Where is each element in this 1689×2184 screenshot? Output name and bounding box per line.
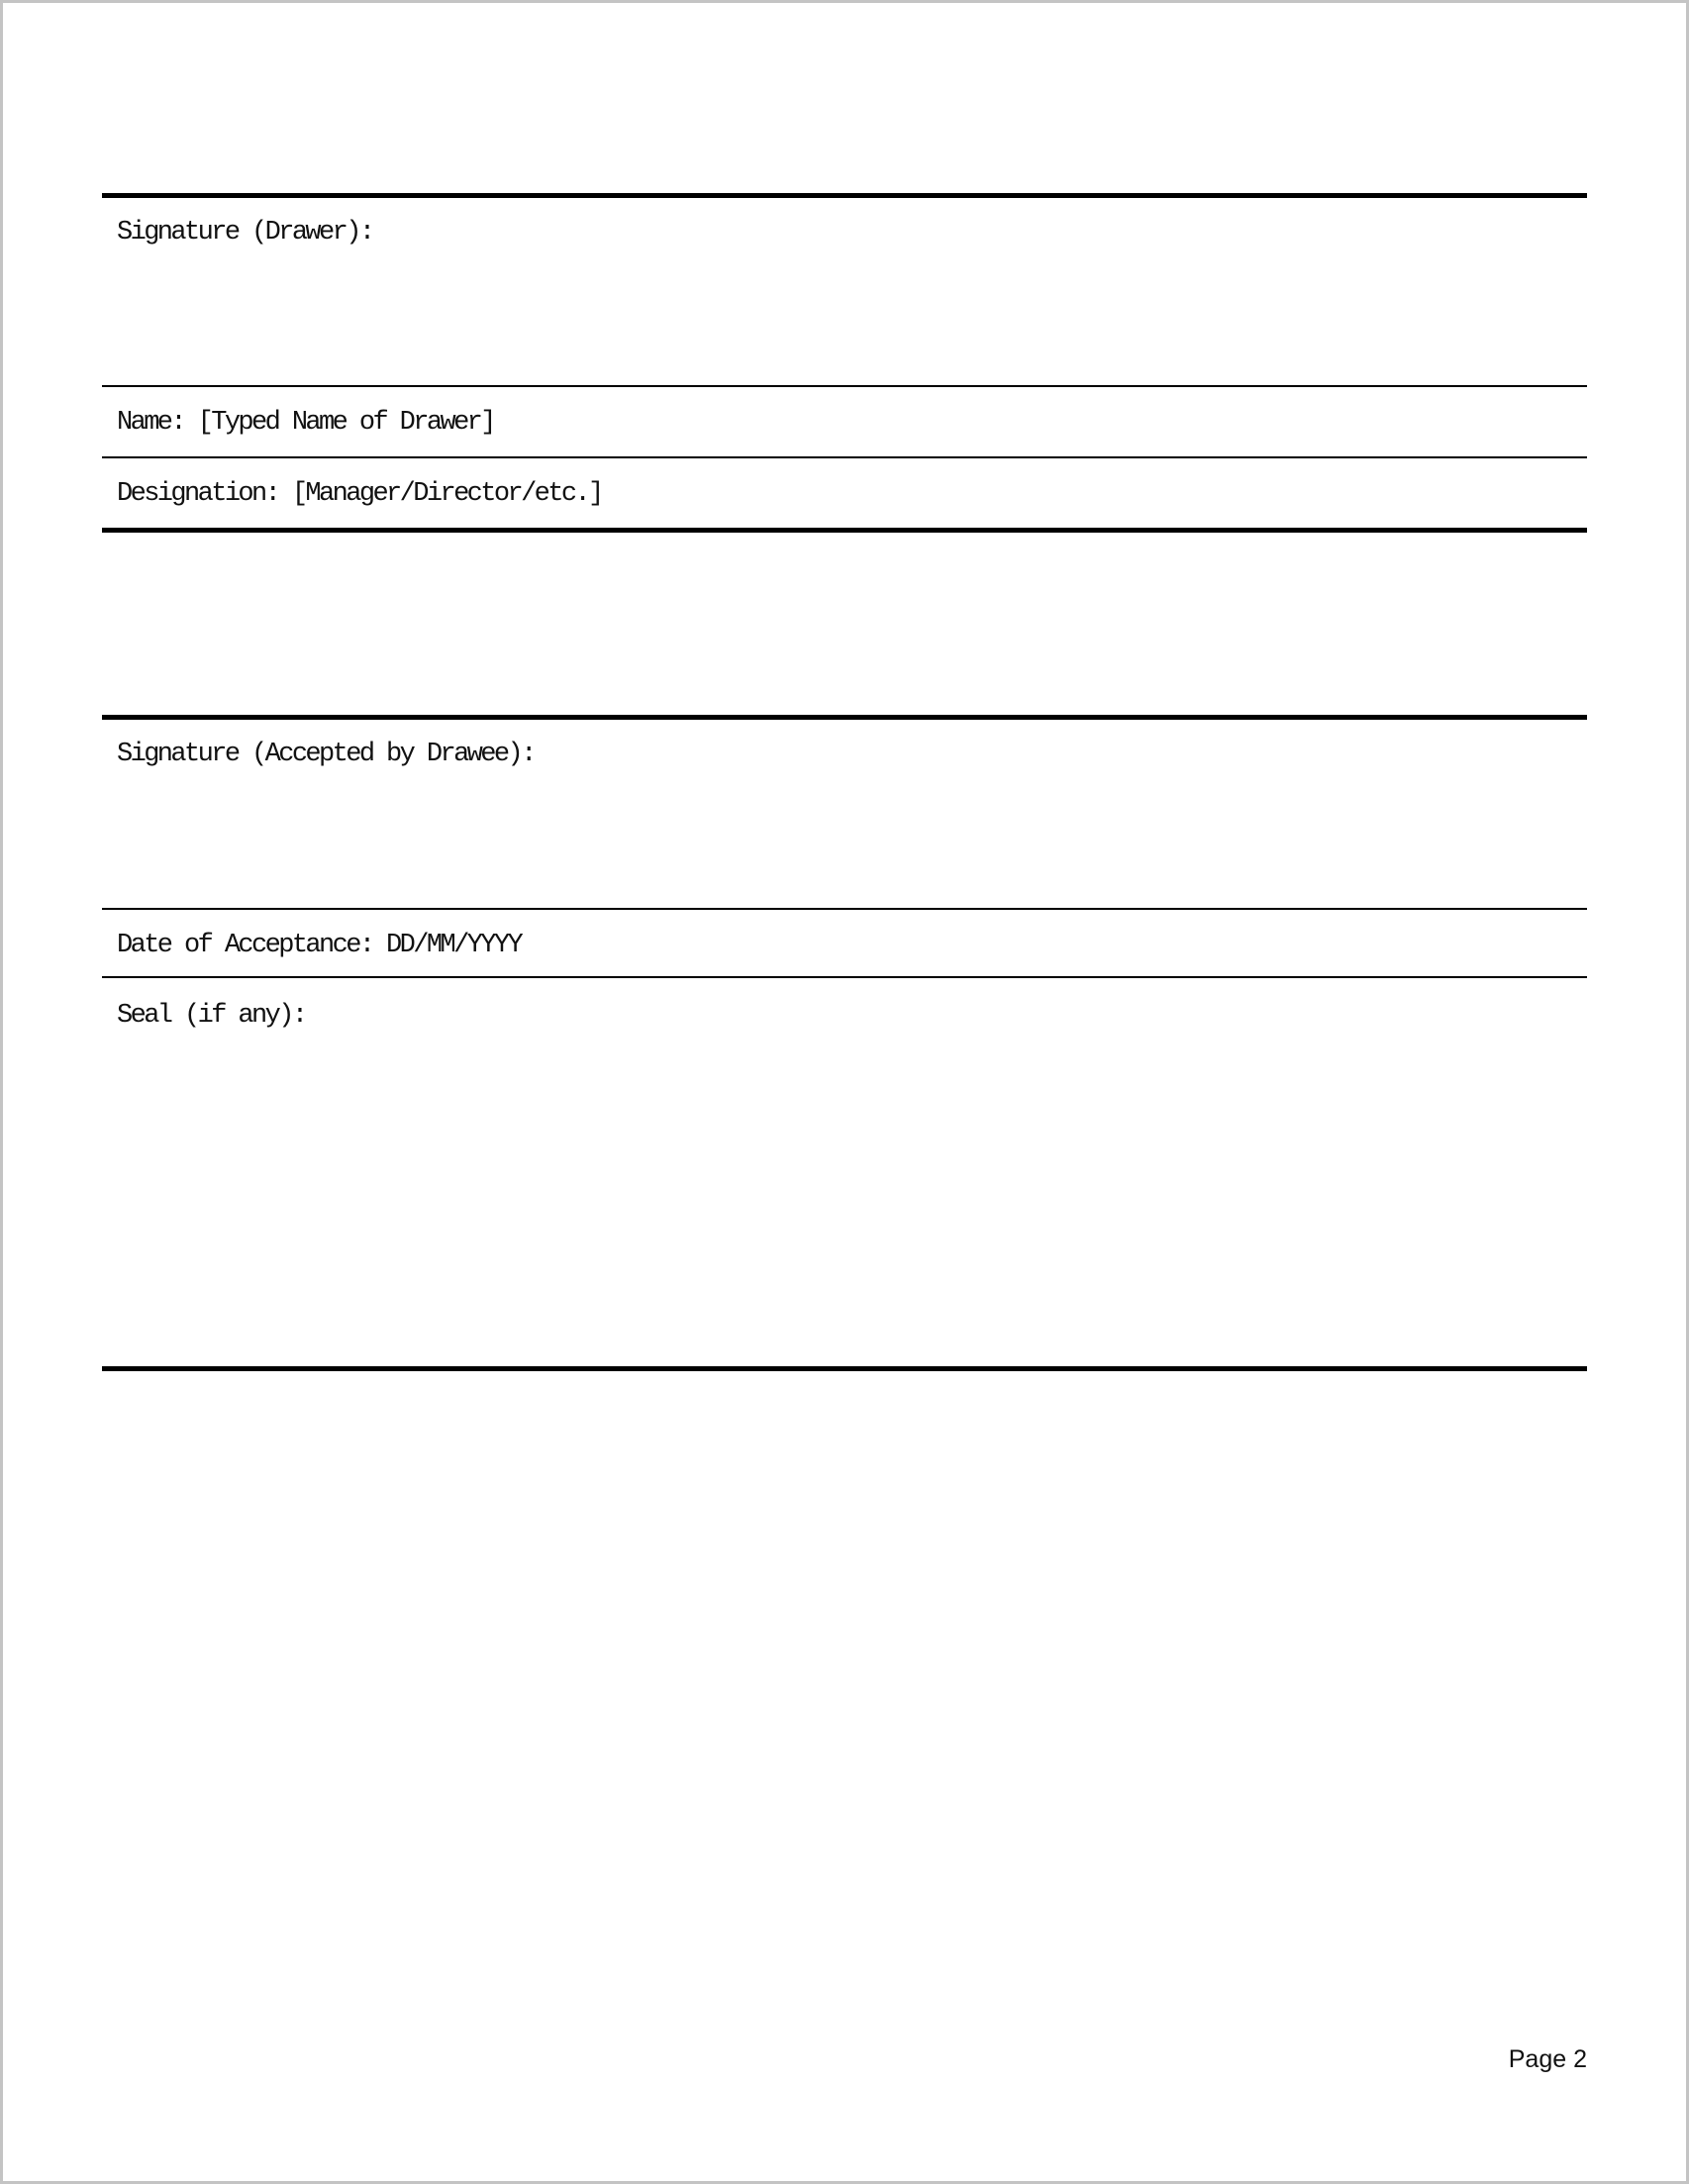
signature-line-drawer bbox=[102, 385, 1587, 387]
page-number: Page 2 bbox=[1508, 2045, 1587, 2073]
drawee-signature-label: Signature (Accepted by Drawee): bbox=[117, 740, 535, 769]
divider-bottom-drawee bbox=[102, 1366, 1587, 1371]
acceptance-date-field: Date of Acceptance: DD/MM/YYYY bbox=[117, 931, 522, 960]
divider-top-drawer bbox=[102, 193, 1587, 198]
divider-name bbox=[102, 456, 1587, 458]
drawer-signature-label: Signature (Drawer): bbox=[117, 218, 373, 248]
divider-date bbox=[102, 976, 1587, 978]
divider-top-drawee bbox=[102, 715, 1587, 720]
seal-label: Seal (if any): bbox=[117, 1001, 306, 1031]
drawer-name-field: Name: [Typed Name of Drawer] bbox=[117, 408, 494, 438]
divider-bottom-drawer bbox=[102, 528, 1587, 533]
signature-line-drawee bbox=[102, 908, 1587, 910]
drawer-designation-field: Designation: [Manager/Director/etc.] bbox=[117, 479, 602, 509]
